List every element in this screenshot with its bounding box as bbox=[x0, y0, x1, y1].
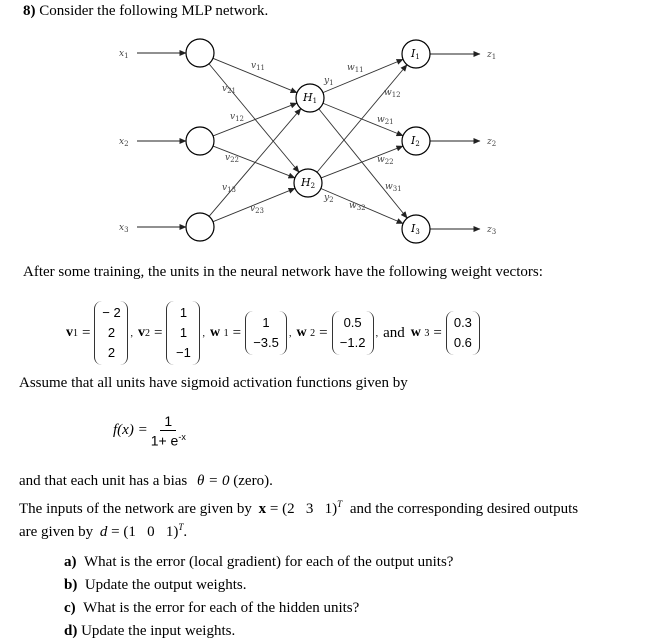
output-label: $z_1$ bbox=[487, 50, 497, 61]
input-weight-label: $v_{11}$ bbox=[251, 61, 266, 72]
v2-value: 1 bbox=[179, 305, 188, 320]
output-weight-label: $w_{31}$ bbox=[385, 182, 402, 193]
input-label: $x_3$ bbox=[119, 223, 129, 234]
transpose-mark: T bbox=[337, 499, 343, 509]
task-item bbox=[64, 574, 453, 597]
v2-value: −1 bbox=[176, 345, 191, 360]
v2-vector bbox=[166, 301, 200, 365]
comma: , bbox=[202, 327, 205, 339]
output-weight-label: $w_{32}$ bbox=[349, 201, 366, 212]
activation-text: Assume that all units have sigmoid activation functions given by bbox=[19, 375, 408, 391]
input-weight-label: $v_{12}$ bbox=[230, 112, 245, 123]
desired-prefix: are given by bbox=[19, 524, 94, 540]
v2-label: v2 bbox=[137, 325, 150, 340]
equals-sign: = bbox=[153, 324, 163, 341]
v1-label: v1 bbox=[66, 325, 78, 340]
sigmoid-formula bbox=[113, 413, 186, 449]
period: . bbox=[183, 524, 188, 540]
w3-vector bbox=[446, 311, 480, 355]
output-label: $z_2$ bbox=[487, 137, 497, 148]
bias-prefix: and that each unit has a bias bbox=[19, 473, 188, 489]
input-node bbox=[186, 127, 214, 155]
w3-value: 0.6 bbox=[453, 335, 472, 350]
transpose-mark: T bbox=[178, 522, 184, 532]
and-word: and bbox=[383, 324, 405, 341]
task-letter: c) bbox=[64, 600, 76, 616]
weight-vectors bbox=[66, 298, 480, 368]
input-node bbox=[186, 213, 214, 241]
equals-sign: = bbox=[319, 324, 328, 341]
output-node-label: I3 bbox=[411, 222, 420, 236]
task-text: Update the input weights. bbox=[81, 623, 236, 639]
output-weight-label: $w_{21}$ bbox=[377, 115, 394, 126]
w3-value: 0.3 bbox=[453, 315, 472, 330]
inputs-expression: = (2 3 1) bbox=[269, 501, 338, 517]
equals-sign: = bbox=[82, 324, 91, 341]
task-letter: b) bbox=[64, 577, 78, 593]
formula-numerator: 1 bbox=[160, 413, 176, 431]
v1-value: 2 bbox=[107, 325, 116, 340]
v1-vector bbox=[94, 301, 128, 365]
input-weight-label: $v_{13}$ bbox=[222, 183, 237, 194]
hidden-node-label: H2 bbox=[301, 176, 316, 190]
v2-value: 1 bbox=[179, 325, 188, 340]
desired-variable: d bbox=[99, 524, 108, 540]
output-weight-label: $w_{22}$ bbox=[377, 155, 394, 166]
desired-text bbox=[19, 519, 187, 541]
input-weight-label: $v_{22}$ bbox=[225, 153, 240, 164]
training-text: After some training, the units in the neural network have the following weight vectors: bbox=[23, 264, 543, 280]
input-node bbox=[186, 39, 214, 67]
comma: , bbox=[130, 327, 133, 339]
input-weight-edge bbox=[209, 109, 301, 217]
mlp-network-diagram bbox=[0, 0, 658, 255]
w1-value: 1 bbox=[262, 315, 270, 330]
input-weight-edge bbox=[209, 64, 299, 172]
v1-value: − 2 bbox=[102, 305, 121, 320]
inputs-prefix: The inputs of the network are given by bbox=[19, 501, 252, 517]
w2-value: 0.5 bbox=[343, 315, 362, 330]
v1-value: 2 bbox=[107, 345, 116, 360]
inputs-variable: x bbox=[258, 501, 267, 517]
input-weight-label: $v_{21}$ bbox=[222, 84, 237, 95]
equals-sign: = bbox=[232, 324, 242, 341]
comma: , bbox=[289, 327, 292, 339]
inputs-text bbox=[19, 496, 578, 518]
equals-sign: = bbox=[433, 324, 442, 341]
inputs-suffix: and the corresponding desired outputs bbox=[349, 501, 579, 517]
bias-suffix: (zero). bbox=[233, 473, 273, 489]
input-label: $x_2$ bbox=[119, 137, 129, 148]
comma: , bbox=[375, 327, 379, 339]
task-text: What is the error for each of the hidden units? bbox=[83, 600, 360, 616]
w1-value: −3.5 bbox=[253, 335, 279, 350]
w1-label: w 1 bbox=[209, 325, 229, 340]
w2-vector bbox=[332, 311, 374, 355]
formula-fraction bbox=[151, 413, 186, 449]
task-text: What is the error (local gradient) for each of the output units? bbox=[84, 554, 454, 570]
output-node-label: I1 bbox=[411, 47, 420, 61]
question-title: Consider the following MLP network. bbox=[39, 3, 269, 19]
output-label: $z_3$ bbox=[487, 225, 497, 236]
output-weight-label: $w_{11}$ bbox=[347, 63, 364, 74]
hidden-output-label: $y_1$ bbox=[324, 76, 334, 87]
bias-expression: θ = 0 bbox=[197, 473, 230, 489]
w2-value: −1.2 bbox=[339, 335, 366, 350]
task-letter: a) bbox=[64, 554, 77, 570]
formula-denominator: $1+ e^{-x}$ bbox=[150, 432, 186, 449]
task-item bbox=[64, 597, 453, 620]
bias-text bbox=[19, 473, 273, 490]
hidden-output-label: $y_2$ bbox=[324, 193, 334, 204]
network-nodes bbox=[186, 39, 430, 243]
input-weight-edge bbox=[213, 103, 297, 136]
formula-lhs: f(x) = bbox=[113, 422, 148, 439]
output-node-label: I2 bbox=[411, 134, 420, 148]
input-weight-label: $v_{23}$ bbox=[250, 204, 265, 215]
desired-expression: = (1 0 1) bbox=[111, 524, 179, 540]
output-weight-label: $w_{12}$ bbox=[384, 88, 401, 99]
task-list bbox=[64, 551, 453, 643]
w3-label: w 3 bbox=[410, 325, 430, 340]
w1-vector bbox=[245, 311, 287, 355]
task-item bbox=[64, 551, 453, 574]
task-text: Update the output weights. bbox=[84, 577, 247, 593]
question-number: 8) bbox=[23, 3, 36, 19]
task-letter: d) bbox=[64, 623, 78, 639]
hidden-node-label: H1 bbox=[303, 91, 318, 105]
input-label: $x_1$ bbox=[119, 49, 129, 60]
w2-label: w 2 bbox=[296, 325, 316, 340]
